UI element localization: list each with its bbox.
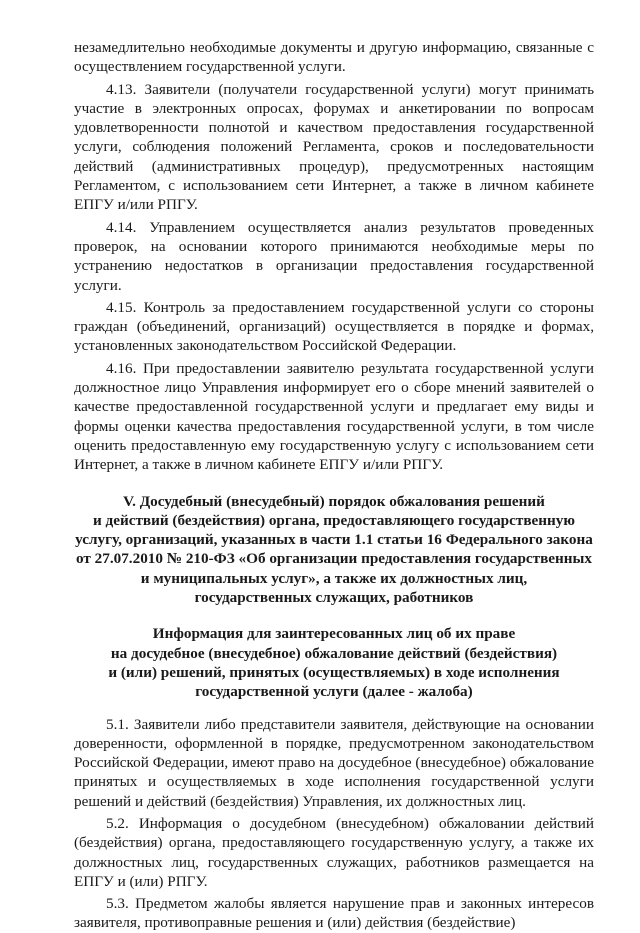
chapter-heading-line: услугу, организаций, указанных в части 1.1 статьи 16 Федерального закона (75, 531, 593, 549)
paragraph-continuation: незамедлительно необходимые документы и другую информацию, связанные с осуществлением государственной услуги. (74, 39, 594, 76)
chapter-heading-line: от 27.07.2010 № 210-ФЗ «Об организации предоставления государственных (75, 550, 592, 568)
info-heading-line: государственной услуги (далее - жалоба) (195, 683, 473, 701)
paragraph-5-3: 5.3. Предметом жалобы является нарушение прав и законных интересов заявителя, противоправные решения и (или) действия (бездействие) (74, 895, 594, 932)
paragraph-5-1: 5.1. Заявители либо представители заявителя, действующие на основании доверенности, оформленной в порядке, предусмотренном законодательством Российской Федерации, имеют право на досудебное (внесудебное) обжалование принятых и осуществляемых в ходе исполнения государственной услуги решений и действий (бездействия) Управления, их должностных лиц. (74, 715, 594, 810)
section-5-paragraphs (74, 715, 594, 933)
info-heading-line: на досудебное (внесудебное) обжалование действий (бездействия) (110, 644, 558, 662)
paragraph-5-2: 5.2. Информация о досудебном (внесудебном) обжаловании действий (бездействия) органа, предоставляющего государственную услугу, а также их должностных лиц, государственных служащих, работников размещается на ЕПГУ и (или) РПГУ. (74, 814, 594, 890)
document-page (74, 38, 594, 933)
paragraph-4-14: 4.14. Управлением осуществляется анализ результатов проведенных проверок, на основании которого принимаются необходимые меры по устранению недостатков в организации предоставления государственной услуги. (74, 218, 594, 294)
info-heading-line: Информация для заинтересованных лиц об их праве (152, 625, 516, 643)
paragraph-4-15: 4.15. Контроль за предоставлением государственной услуги со стороны граждан (объединений, организаций) осуществляется в порядке и формах, установленных законодательством Российской Федерации. (74, 298, 594, 355)
chapter-heading-line: V. Досудебный (внесудебный) порядок обжалования решений (123, 492, 545, 510)
info-heading-line: и (или) решений, принятых (осуществляемых) в ходе исполнения (108, 663, 560, 681)
paragraph-4-16: 4.16. При предоставлении заявителю результата государственной услуги должностное лицо Управления информирует его о сборе мнений заявителей о качестве предоставленной государственной услуги и предлагает ему виды и формы оценки качества предоставления государственной услуги, в том числе оценить предоставленную ему государственную услугу с использованием сети Интернет, а также в личном кабинете ЕПГУ и/или РПГУ. (74, 359, 594, 474)
chapter-heading-line: государственных служащих, работников (194, 589, 474, 607)
paragraph-4-13: 4.13. Заявители (получатели государственной услуги) могут принимать участие в электронных опросах, форумах и анкетировании по вопросам удовлетворенности полнотой и качеством предоставления государственной услуги, соблюдения положений Регламента, сроков и последовательности действий (административных процедур), предусмотренных настоящим Регламентом, с использованием сети Интернет, а также в личном кабинете ЕПГУ и/или РПГУ. (74, 80, 594, 214)
chapter-heading (74, 492, 594, 608)
chapter-heading-line: и муниципальных услуг», а также их должностных лиц, (140, 569, 528, 587)
info-heading (74, 624, 594, 701)
chapter-heading-line: и действий (бездействия) органа, предоставляющего государственную (93, 511, 575, 529)
